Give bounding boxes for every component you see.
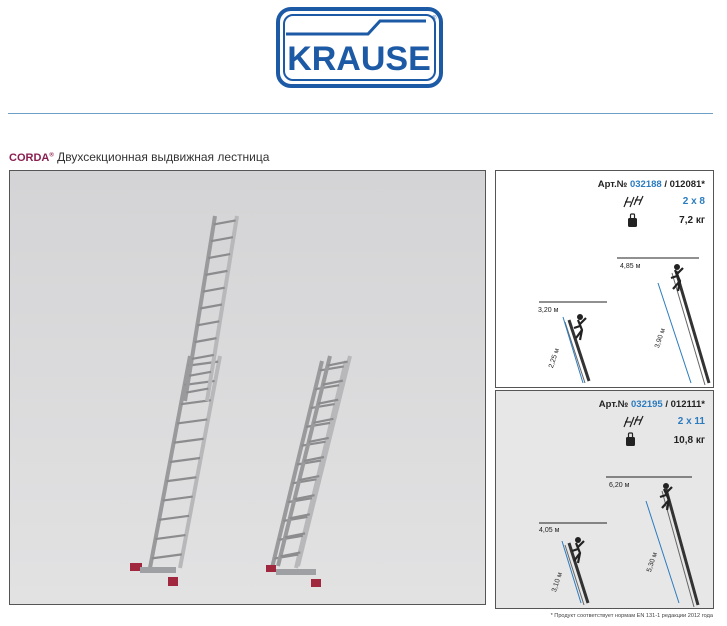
series-name: CORDA®: [9, 152, 54, 164]
weight-icon: [628, 214, 637, 227]
ladder-illustration: [10, 171, 486, 605]
weight-value: 10,8 кг: [673, 435, 705, 446]
large-ladder-base: [140, 567, 176, 573]
reach-long-label: 6,20 м: [609, 482, 630, 489]
page-heading: [9, 150, 269, 164]
length-short-label: 3,10 м: [551, 571, 564, 594]
article-number: Арт.№ 032188 / 012081*: [597, 179, 705, 190]
page-title: Двухсекционная выдвижная лестница: [57, 150, 270, 164]
length-long-label: 5,30 м: [646, 551, 659, 574]
header-divider: [8, 113, 713, 114]
sections-value: 2 x 11: [677, 416, 705, 427]
product-panel-2: [495, 390, 714, 609]
krause-logo: [276, 7, 443, 88]
small-ladder-foot: [266, 565, 276, 572]
length-long-label: 3,90 м: [654, 327, 667, 350]
weight-icon: [626, 433, 635, 446]
product-photo: [9, 170, 486, 605]
article-number: Арт.№ 032195 / 012111*: [598, 399, 705, 410]
reach-diagram: [496, 391, 714, 609]
product-panel-1: [495, 170, 714, 388]
small-ladder-foot: [311, 579, 321, 587]
large-ladder-foot: [168, 577, 178, 586]
sections-value: 2 x 8: [682, 196, 705, 207]
reach-short-label: 4,05 м: [539, 527, 560, 534]
weight-value: 7,2 кг: [679, 215, 705, 226]
footnote: * Продукт соответствует нормам EN 131-1 редакции 2012 года: [550, 613, 713, 619]
reach-diagram: [496, 171, 714, 388]
small-ladder-base: [276, 569, 316, 575]
svg-text:®: ®: [432, 16, 437, 22]
length-short-label: 2,25 м: [548, 347, 561, 370]
logo-text: KRAUSE: [287, 40, 431, 78]
reach-short-label: 3,20 м: [538, 307, 559, 314]
reach-long-label: 4,85 м: [620, 263, 641, 270]
ladder-sections-icon: [624, 416, 643, 427]
ladder-sections-icon: [624, 196, 643, 207]
